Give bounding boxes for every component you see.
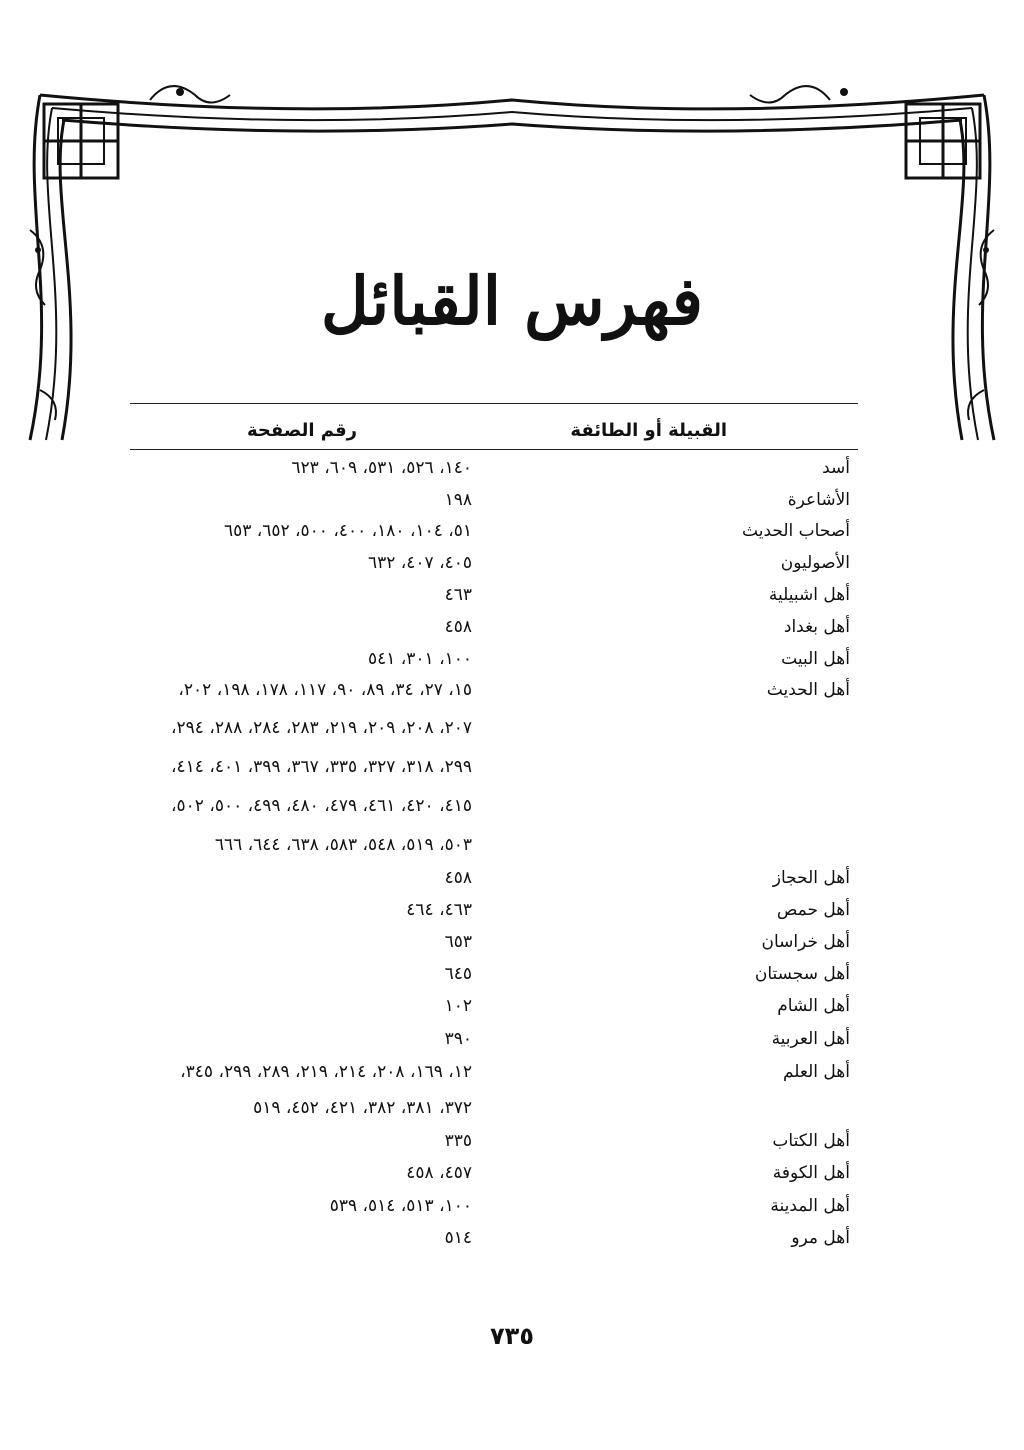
entry-name: أهل الحديث — [766, 680, 850, 700]
table-row — [120, 868, 850, 898]
entry-name: أهل بغداد — [783, 617, 850, 637]
entry-pages: ٥٠٣، ٥١٩، ٥٤٨، ٥٨٣، ٦٣٨، ٦٤٤، ٦٦٦ — [214, 835, 472, 855]
entry-pages: ٤٦٣، ٤٦٤ — [406, 900, 472, 920]
entry-pages: ٤٦٣ — [444, 585, 472, 605]
table-row — [120, 964, 850, 994]
entry-pages: ٢٠٧، ٢٠٨، ٢٠٩، ٢١٩، ٢٨٣، ٢٨٤، ٢٨٨، ٢٩٤، — [171, 718, 472, 738]
entry-pages: ٤٥٨ — [444, 868, 472, 888]
table-row — [120, 718, 850, 748]
entry-pages: ٦٤٥ — [444, 964, 472, 984]
entry-name: الأشاعرة — [787, 490, 850, 510]
entry-name: أصحاب الحديث — [742, 521, 850, 541]
entry-name: أهل سجستان — [754, 964, 850, 984]
table-row — [120, 458, 850, 488]
entry-pages: ٣٣٥ — [444, 1131, 472, 1151]
entry-pages: ١٠٢ — [444, 996, 472, 1016]
entry-pages: ١٠٠، ٣٠١، ٥٤١ — [368, 649, 472, 669]
entry-pages: ٣٩٠ — [444, 1029, 472, 1049]
table-row — [120, 521, 850, 551]
table-row — [120, 1196, 850, 1226]
table-row — [120, 1163, 850, 1193]
table-row — [120, 1098, 850, 1128]
table-row — [120, 680, 850, 710]
entry-name: أهل حمص — [776, 900, 850, 920]
table-row — [120, 796, 850, 826]
entry-name: أهل البيت — [781, 649, 850, 669]
entry-pages: ٢٩٩، ٣١٨، ٣٢٧، ٣٣٥، ٣٦٧، ٣٩٩، ٤٠١، ٤١٤، — [171, 757, 472, 777]
entry-name: أهل العلم — [782, 1062, 850, 1082]
entry-name: أهل اشبيلية — [768, 585, 850, 605]
entry-name: أهل الكتاب — [772, 1131, 850, 1151]
entry-pages: ٤١٥، ٤٢٠، ٤٦١، ٤٧٩، ٤٨٠، ٤٩٩، ٥٠٠، ٥٠٢، — [171, 796, 472, 816]
table-row — [120, 553, 850, 583]
table-row — [120, 585, 850, 615]
entry-pages: ٤٥٧، ٤٥٨ — [406, 1163, 472, 1183]
table-row — [120, 617, 850, 647]
table-row — [120, 996, 850, 1026]
entry-pages: ٤٠٥، ٤٠٧، ٦٣٢ — [368, 553, 472, 573]
page-title: فهرس القبائل — [320, 262, 704, 340]
table-row — [120, 932, 850, 962]
table-row — [120, 1062, 850, 1092]
entry-pages: ١٥، ٢٧، ٣٤، ٨٩، ٩٠، ١١٧، ١٧٨، ١٩٨، ٢٠٢، — [178, 680, 472, 700]
table-row — [120, 649, 850, 679]
table-row — [120, 1029, 850, 1059]
entry-pages: ٤٥٨ — [444, 617, 472, 637]
entry-name: أهل الحجاز — [772, 868, 850, 888]
entry-name: أسد — [822, 458, 850, 478]
entry-name: أهل العربية — [771, 1029, 850, 1049]
table-row — [120, 1228, 850, 1258]
entry-name: أهل مرو — [791, 1228, 850, 1248]
entry-pages: ١٩٨ — [444, 490, 472, 510]
entry-name: أهل الكوفة — [772, 1163, 850, 1183]
entry-pages: ١٤٠، ٥٢٦، ٥٣١، ٦٠٩، ٦٢٣ — [291, 458, 472, 478]
entry-name: أهل المدينة — [770, 1196, 850, 1216]
table-row — [120, 900, 850, 930]
entry-pages: ٥١٤ — [444, 1228, 472, 1248]
entry-pages: ١٢، ١٦٩، ٢٠٨، ٢١٤، ٢١٩، ٢٨٩، ٢٩٩، ٣٤٥، — [180, 1062, 472, 1082]
table-row — [120, 490, 850, 520]
entry-pages: ٦٥٣ — [444, 932, 472, 952]
entry-pages: ٥١، ١٠٤، ١٨٠، ٤٠٠، ٥٠٠، ٦٥٢، ٦٥٣ — [223, 521, 472, 541]
page-number: ٧٣٥ — [490, 1322, 534, 1350]
table-row — [120, 757, 850, 787]
entry-pages: ١٠٠، ٥١٣، ٥١٤، ٥٣٩ — [329, 1196, 472, 1216]
entry-pages: ٣٧٢، ٣٨١، ٣٨٢، ٤٢١، ٤٥٢، ٥١٩ — [253, 1098, 472, 1118]
entry-name: أهل الشام — [777, 996, 850, 1016]
table-row — [120, 1131, 850, 1161]
entry-name: أهل خراسان — [761, 932, 850, 952]
column-header-page: رقم الصفحة — [247, 420, 358, 441]
column-header-tribe: القبيلة أو الطائفة — [570, 420, 727, 441]
entry-name: الأصوليون — [780, 553, 850, 573]
table-row — [120, 835, 850, 865]
